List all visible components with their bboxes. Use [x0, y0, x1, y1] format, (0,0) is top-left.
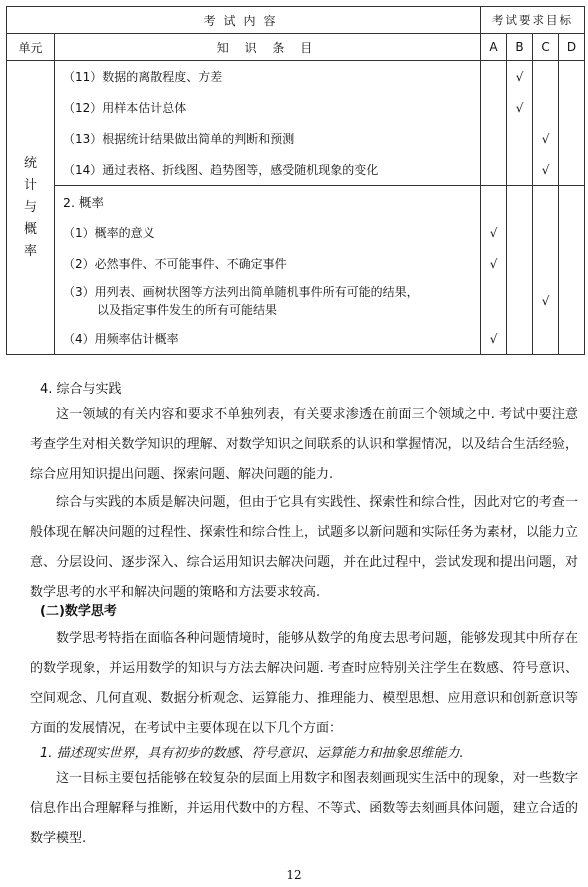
row-item: （13）根据统计结果做出简单的判断和预测 — [55, 123, 481, 154]
paragraph: 数学思考特指在面临各种问题情境时，能够从数学的角度去思考问题，能够发现其中所存在的数学现象，并运用数学的知识与方法去解决问题. 考查时应特别关注学生在数感、符号意识、空间观念、几何直观、数据分析观念、运算能力、推理能力、模型思想、应用意识和创新意识等方面的发展情况，在考试中主要体现在以下几个方面： — [30, 631, 578, 736]
check-mark: √ — [533, 279, 559, 323]
level-c: C — [533, 34, 559, 61]
page-number: 12 — [286, 868, 302, 882]
row-item: （12）用样本估计总体 — [55, 92, 481, 123]
check-mark: √ — [533, 123, 559, 154]
section-4-title: 4. 综合与实践 — [40, 382, 122, 397]
point-1: 1. 描述现实世界，具有初步的数感、符号意识、运算能力和抽象思维能力. — [40, 746, 464, 761]
subheader-item: 知 识 条 目 — [55, 34, 481, 61]
header-goal: 考试要求目标 — [481, 7, 585, 34]
row-item: （3）用列表、画树状图等方法列出简单随机事件所有可能的结果， 以及指定事件发生的所有可能结果 — [55, 279, 481, 323]
check-mark: √ — [507, 61, 533, 93]
check-mark: √ — [533, 154, 559, 186]
row-item: （1）概率的意义 — [55, 217, 481, 248]
unit-label: 统 计 与 概 率 — [7, 61, 55, 355]
level-b: B — [507, 34, 533, 61]
row-item: （14）通过表格、折线图、趋势图等，感受随机现象的变化 — [55, 154, 481, 186]
row-item: （11）数据的离散程度、方差 — [55, 61, 481, 93]
section-probability: 2. 概率 — [55, 186, 481, 218]
header-content: 考试内容 — [7, 7, 481, 34]
row-item: （4）用频率估计概率 — [55, 323, 481, 355]
level-d: D — [559, 34, 585, 61]
paragraph: 这一目标主要包括能够在较复杂的层面上用数字和图表刻画现实生活中的现象，对一些数字信息作出合理解释与推断，并运用代数中的方程、不等式、函数等去刻画具体问题，建立合适的数学模型. — [30, 771, 578, 846]
check-mark: √ — [507, 92, 533, 123]
check-mark: √ — [481, 323, 507, 355]
paragraph: 综合与实践的本质是解决问题，但由于它具有实践性、探索性和综合性，因此对它的考查一般体现在解决问题的过程性、探索性和综合性上，试题多以新问题和实际任务为素材，以能力立意、分层设问、逐步深入、综合运用知识去解决问题，并在此过程中，尝试发现和提出问题，对数学思考的水平和解决问题的策略和方法要求较高. — [30, 495, 578, 600]
subheader-unit: 单元 — [7, 34, 55, 61]
requirements-table — [6, 6, 585, 355]
row-item: （2）必然事件、不可能事件、不确定事件 — [55, 248, 481, 279]
level-a: A — [481, 34, 507, 61]
check-mark: √ — [481, 217, 507, 248]
check-mark: √ — [481, 248, 507, 279]
subsection-title: (二)数学思考 — [40, 604, 117, 619]
paragraph: 这一领域的有关内容和要求不单独列表，有关要求渗透在前面三个领域之中. 考试中要注意考查学生对相关数学知识的理解、对数学知识之间联系的认识和掌握情况，以及结合生活经验，综合应用知识提出问题、探索问题、解决问题的能力. — [30, 407, 578, 482]
